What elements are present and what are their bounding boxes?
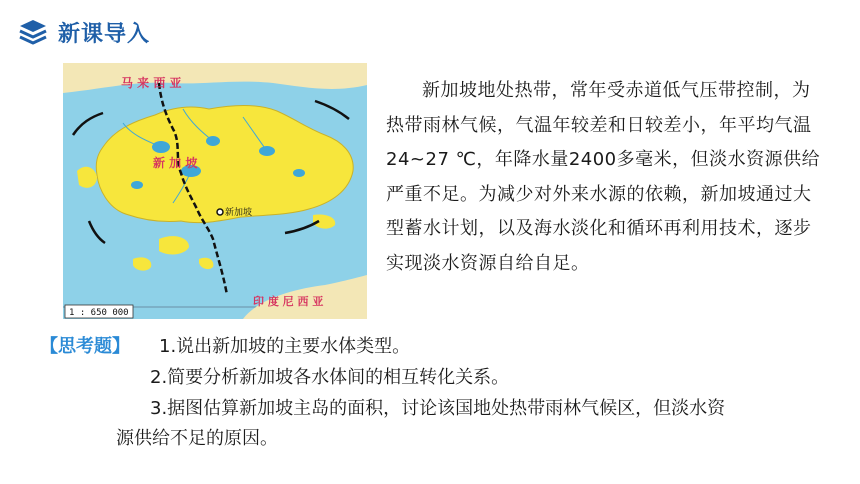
intro-paragraph: 新加坡地处热带，常年受赤道低气压带控制，为热带雨林气候，气温年较差和日较差小，年平均气温24~27 ℃，年降水量2400多毫米，但淡水资源供给严重不足。为减少对外来水源的依赖，新加坡通过大型蓄水计划，以及海水淡化和循环再利用技术，逐步实现淡水资源自给自足。 xyxy=(386,80,821,274)
city-marker xyxy=(217,209,223,215)
layers-icon xyxy=(18,17,48,47)
question-3: 3.据图估算新加坡主岛的面积，讨论该国地处热带雨林气候区，但淡水资 xyxy=(150,398,726,419)
label-singapore-country: 新 加 坡 xyxy=(153,156,198,170)
slide-header xyxy=(18,12,150,52)
singapore-map xyxy=(63,63,367,319)
label-indonesia: 印 度 尼 西 亚 xyxy=(253,295,324,308)
label-singapore-city: 新加坡 xyxy=(225,208,253,218)
question-3-continued: 源供给不足的原因。 xyxy=(116,428,278,449)
question-1: 1.说出新加坡的主要水体类型。 xyxy=(159,336,411,357)
slide-title: 新课导入 xyxy=(58,21,151,47)
label-scale: 1 : 650 000 xyxy=(69,308,129,318)
question-2: 2.简要分析新加坡各水体间的相互转化关系。 xyxy=(150,367,510,388)
think-question-label: 【思考题】 xyxy=(40,336,130,357)
label-malaysia: 马 来 西 亚 xyxy=(121,76,182,90)
